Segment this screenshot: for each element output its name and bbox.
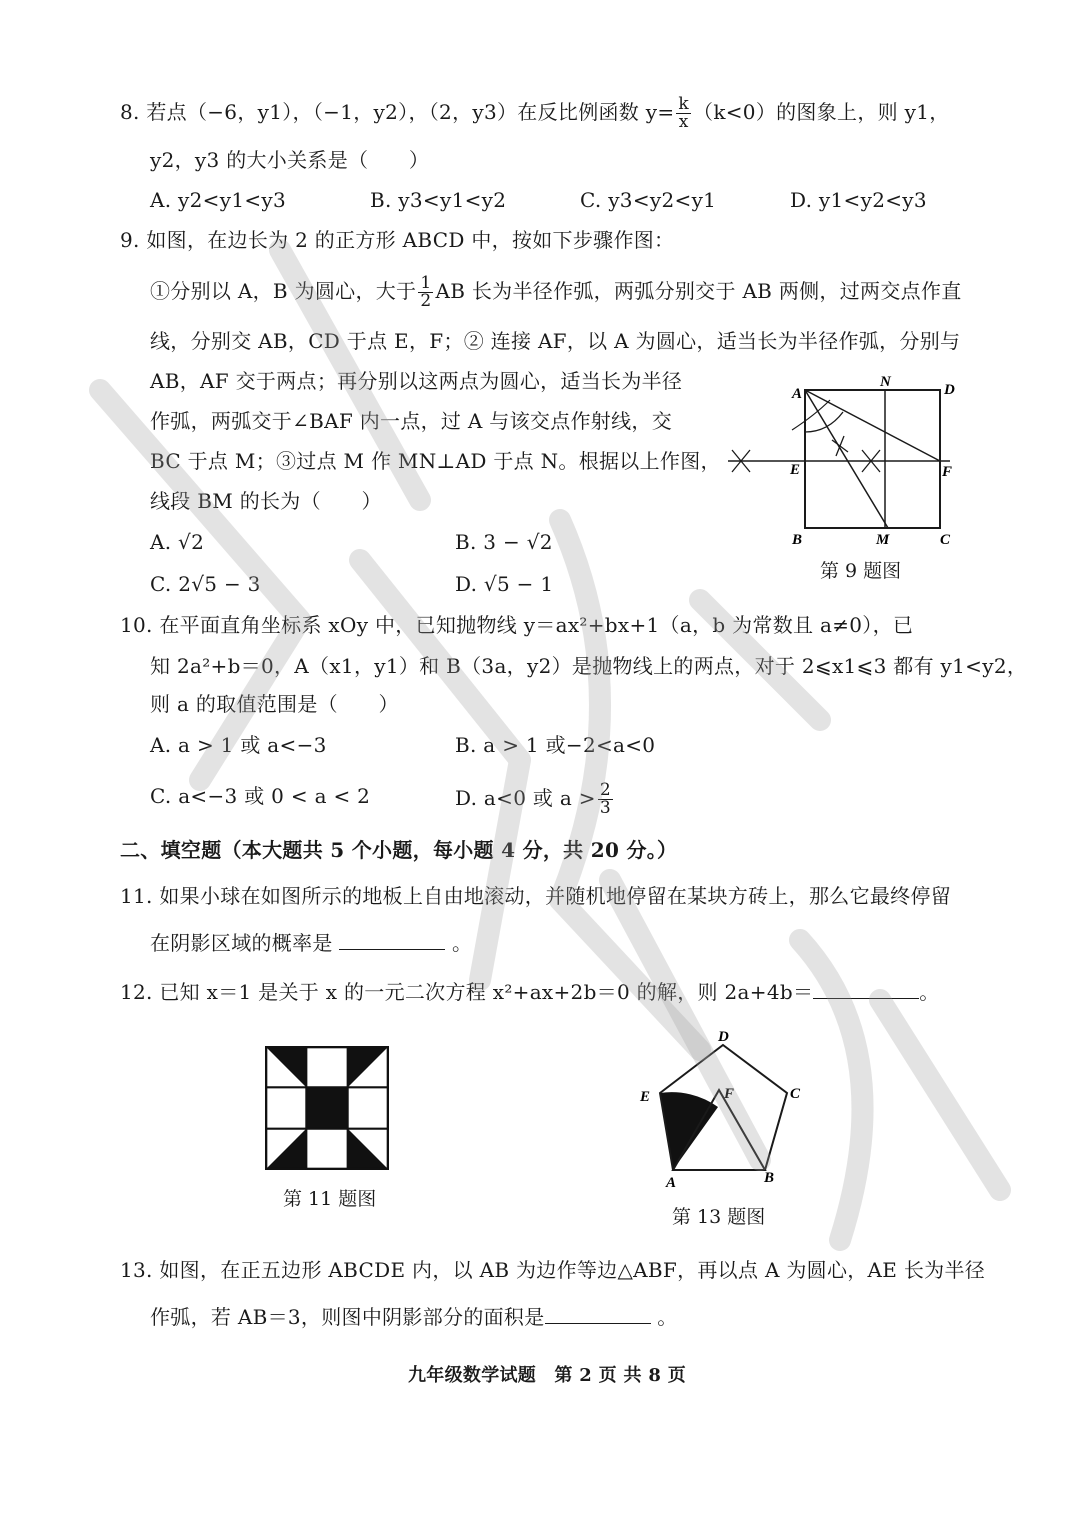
page-footer: 九年级数学试题 第 2 页 共 8 页 — [408, 1365, 687, 1386]
label-f13: F — [724, 1086, 735, 1102]
label-b: B — [792, 532, 803, 548]
q9-line2: ①分别以 A，B 为圆心，大于 $\frac{1}{2}$ AB 长为半径作弧，两弧分别交于 AB 两侧，过两交点作直 — [150, 273, 962, 311]
figure-9-caption: 第 9 题图 — [820, 560, 902, 582]
label-c13: C — [790, 1086, 801, 1102]
q10-d-fraction: $\frac{2}{3}$ — [599, 780, 611, 818]
label-d13: D — [718, 1029, 729, 1045]
q9-option-a: A. √2 — [150, 530, 205, 554]
q10-line1: 10. 在平面直角坐标系 xOy 中，已知抛物线 y＝ax²+bx+1（a，b 为常数且 a≠0），已 — [120, 613, 914, 637]
label-n: N — [880, 374, 891, 390]
tile-center — [306, 1087, 347, 1128]
q10-option-c: C. a<−3 或 0 < a < 2 — [150, 784, 371, 808]
label-b13: B — [764, 1170, 775, 1186]
q8-option-a: A. y2<y1<y3 — [150, 188, 287, 212]
q13-answer-blank — [545, 1303, 651, 1324]
q8-line2: y2，y3 的大小关系是（ ） — [150, 148, 430, 172]
q10-option-b: B. a > 1 或−2<a<0 — [455, 733, 656, 757]
q11-line2: 在阴影区域的概率是 。 — [150, 931, 473, 955]
figure-11-caption: 第 11 题图 — [283, 1188, 377, 1210]
tile-bottom-left — [265, 1129, 306, 1170]
q9-line1: 9. 如图，在边长为 2 的正方形 ABCD 中，按如下步骤作图： — [120, 228, 675, 252]
q9-line5: 作弧，两弧交于∠BAF 内一点，过 A 与该交点作射线，交 — [150, 409, 672, 433]
q13-line2: 作弧，若 AB＝3，则图中阴影部分的面积是 。 — [150, 1305, 678, 1329]
q9-line7: 线段 BM 的长为（ ） — [150, 489, 382, 513]
q9-option-b: B. 3 − √2 — [455, 530, 553, 554]
label-a13: A — [666, 1175, 677, 1191]
label-m: M — [876, 532, 890, 548]
section-2-title: 二、填空题（本大题共 5 个小题，每小题 4 分，共 20 分。） — [120, 838, 678, 862]
line-af — [805, 390, 940, 461]
q13-line1: 13. 如图，在正五边形 ABCDE 内，以 AB 为边作等边△ABF，再以点 A 为圆心，AE 长为半径 — [120, 1258, 986, 1282]
q12-line1: 12. 已知 x＝1 是关于 x 的一元二次方程 x²+ax+2b＝0 的解，则 2a+4b＝ 。 — [120, 980, 940, 1004]
tile-top-right — [348, 1046, 389, 1087]
tile-bottom-right — [348, 1129, 389, 1170]
label-e: E — [790, 462, 801, 478]
figure-13 — [630, 1022, 820, 1192]
q12-answer-blank — [813, 978, 919, 999]
label-d: D — [944, 382, 955, 398]
q10-line3: 则 a 的取值范围是（ ） — [150, 692, 399, 716]
label-f: F — [942, 464, 953, 480]
label-c: C — [940, 532, 951, 548]
q8-option-d: D. y1<y2<y3 — [790, 188, 927, 212]
q8-option-b: B. y3<y1<y2 — [370, 188, 507, 212]
q9-line6: BC 于点 M；③过点 M 作 MN⊥AD 于点 N。根据以上作图， — [150, 449, 721, 473]
shaded-sector — [660, 1092, 718, 1170]
q9-option-c: C. 2√5 − 3 — [150, 572, 261, 596]
q9-option-d: D. √5 − 1 — [455, 572, 554, 596]
tile-top-left — [265, 1046, 306, 1087]
q11-line1: 11. 如果小球在如图所示的地板上自由地滚动，并随机地停留在某块方砖上，那么它最终停留 — [120, 884, 952, 908]
q8-option-c: C. y3<y2<y1 — [580, 188, 717, 212]
q9-line4: AB，AF 交于两点；再分别以这两点为圆心，适当长为半径 — [150, 369, 683, 393]
q10-option-a: A. a > 1 或 a<−3 — [150, 733, 327, 757]
q8-line1: 8. 若点（−6，y1），（−1，y2），（2，y3）在反比例函数 y= $\frac{k}{x}$ （k<0）的图象上，则 y1， — [120, 94, 950, 132]
q10-option-d: D. a<0 或 a > $\frac{2}{3}$ — [455, 780, 611, 818]
q10-line2: 知 2a²+b＝0，A（x1，y1）和 B（3a，y2）是抛物线上的两点，对于 2⩽x1⩽3 都有 y1<y2， — [150, 654, 1028, 678]
q11-answer-blank — [339, 929, 445, 950]
arc-top — [792, 400, 830, 430]
label-a: A — [792, 386, 803, 402]
figure-13-caption: 第 13 题图 — [672, 1206, 766, 1228]
q9-line3: 线，分别交 AB，CD 于点 E，F；② 连接 AF，以 A 为圆心，适当长为半径作弧，分别与 — [150, 329, 961, 353]
label-e13: E — [640, 1089, 651, 1105]
q9-fraction: $\frac{1}{2}$ — [420, 273, 432, 311]
figure-11 — [265, 1046, 389, 1170]
figure-9 — [720, 370, 970, 550]
q8-fraction: $\frac{k}{x}$ — [678, 94, 690, 132]
